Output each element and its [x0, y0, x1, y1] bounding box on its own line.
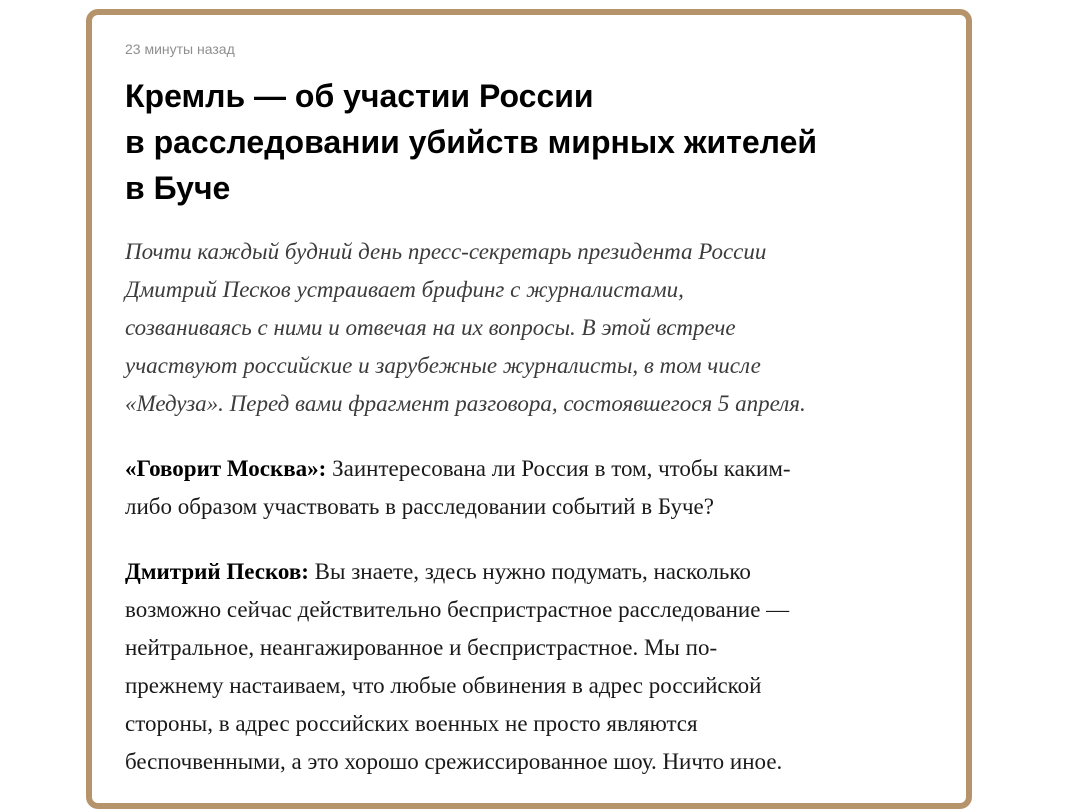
title-line: в расследовании убийств мирных жителей: [125, 124, 818, 160]
lead-line: Дмитрий Песков устраивает брифинг с журналистами,: [125, 277, 684, 302]
lead-line: созваниваясь с ними и отвечая на их вопросы. В этой встрече: [125, 315, 736, 340]
answer-line: нейтральное, неангажированное и беспристрастное. Мы по-: [125, 635, 718, 660]
question-paragraph: [125, 450, 950, 526]
question-speaker: «Говорит Москва»:: [125, 456, 327, 481]
answer-text: Вы знаете, здесь нужно подумать, насколько: [308, 559, 751, 584]
article-card: [86, 9, 972, 809]
title-line: Кремль — об участии России: [125, 78, 594, 114]
answer-first-line: [125, 553, 950, 591]
lead-line: участвуют российские и зарубежные журналисты, в том числе: [125, 353, 761, 378]
answer-line: возможно сейчас действительно беспристрастное расследование —: [125, 597, 790, 622]
article-lead: [125, 233, 945, 423]
answer-paragraph: [125, 553, 950, 781]
article-title[interactable]: [125, 73, 945, 211]
answer-speaker: Дмитрий Песков:: [125, 559, 309, 584]
answer-line: стороны, в адрес российских военных не просто являются: [125, 711, 698, 736]
timestamp: 23 минуты назад: [125, 41, 235, 57]
answer-line: беспочвенными, а это хорошо срежиссированное шоу. Ничто иное.: [125, 749, 783, 774]
question-line: либо образом участвовать в расследовании событий в Буче?: [125, 494, 714, 519]
answer-line: прежнему настаиваем, что любые обвинения в адрес российской: [125, 673, 762, 698]
lead-line: «Медуза». Перед вами фрагмент разговора, состоявшегося 5 апреля.: [125, 391, 806, 416]
title-line: в Буче: [125, 170, 231, 206]
question-text: Заинтересована ли Россия в том, чтобы каким-: [326, 456, 791, 481]
lead-line: Почти каждый будний день пресс-секретарь президента России: [125, 239, 767, 264]
question-first-line: [125, 450, 950, 488]
